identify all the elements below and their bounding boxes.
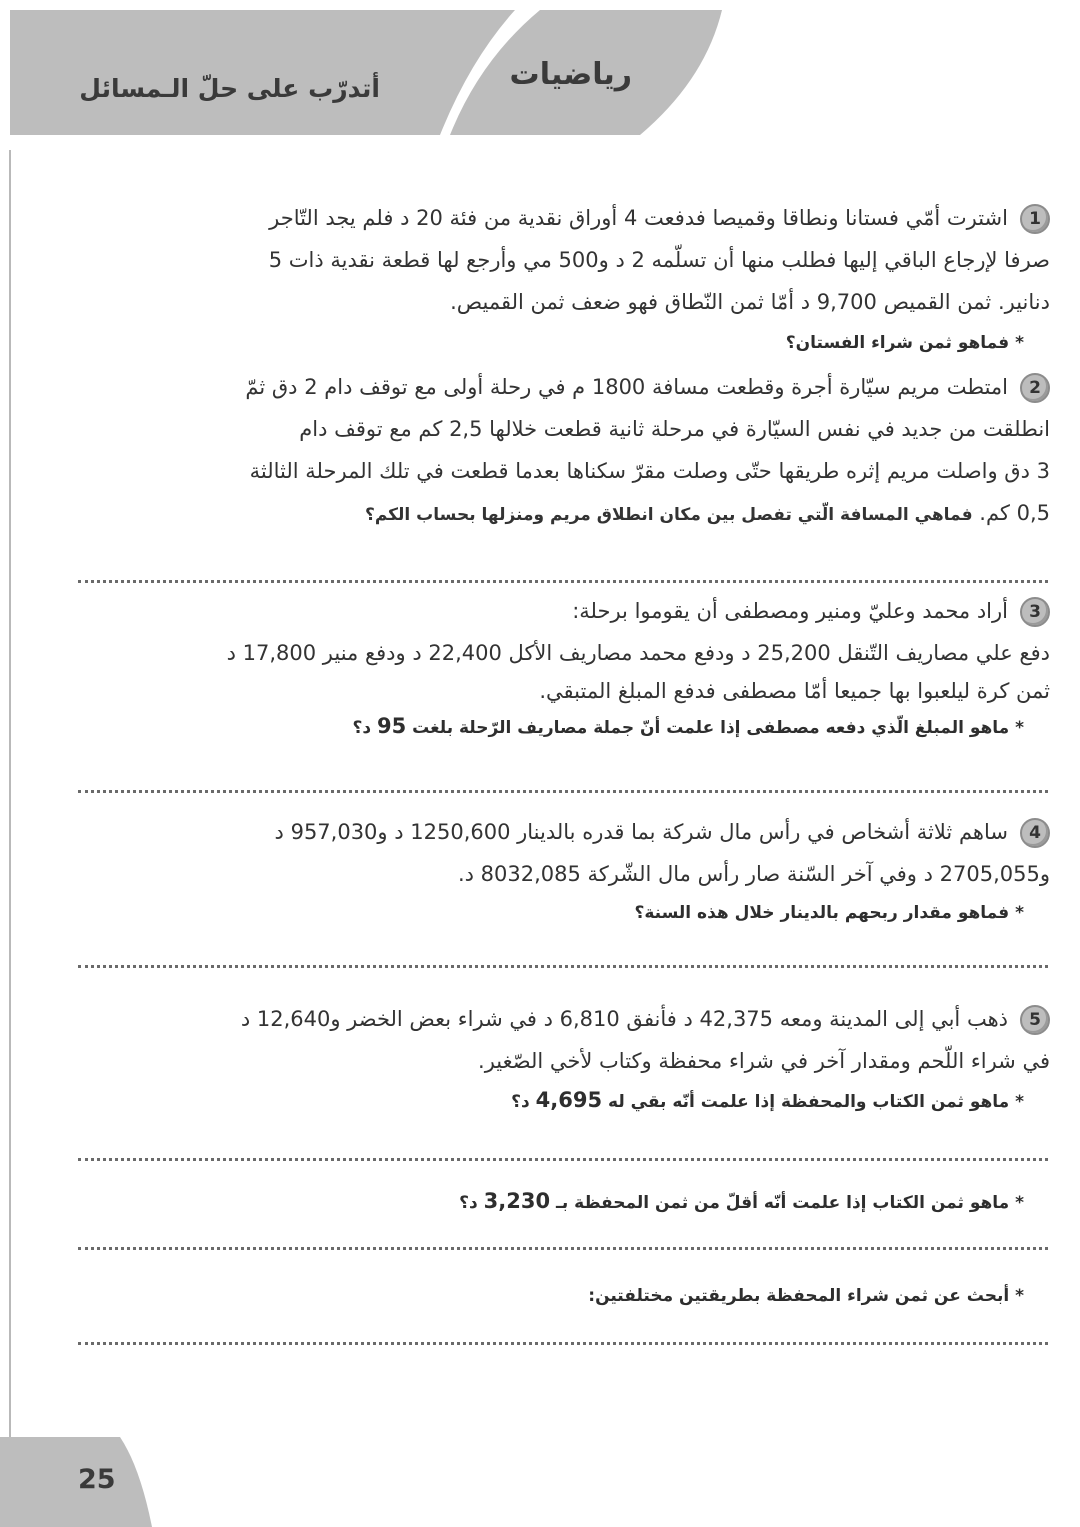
- section-title: أتدرّب على حلّ الـمسائل: [79, 74, 380, 103]
- answer-dotted-line[interactable]: [78, 778, 1048, 793]
- exercise-5: [70, 998, 1050, 1345]
- question-value: 95: [377, 714, 407, 738]
- exercise-3: [70, 590, 1050, 793]
- answer-dotted-line[interactable]: [78, 1235, 1048, 1250]
- exercise-line: 3 دق واصلت مريم إثره طريقها حتّى وصلت مقرّ سكناها بعدما قطعت في تلك المرحلة الثالثة: [249, 459, 1050, 483]
- question-text: * أبحث عن ثمن شراء المحفظة بطريقتين مختلفتين:: [588, 1286, 1024, 1306]
- answer-dotted-line[interactable]: [78, 568, 1048, 583]
- exercise-number-badge: 1: [1020, 204, 1050, 234]
- exercise-number-badge: 2: [1020, 373, 1050, 403]
- answer-dotted-line[interactable]: [78, 1146, 1048, 1161]
- exercise-line: 5ذهب أبي إلى المدينة ومعه 42,375 د فأنفق 6,810 د في شراء بعض الخضر و12,640 د: [70, 998, 1050, 1040]
- exercise-number-badge: 5: [1020, 1005, 1050, 1035]
- left-margin-rule: [9, 150, 11, 1450]
- exercise-line: ثمن كرة ليلعبوا بها جميعا أمّا مصطفى فدفع المبلغ المتبقي.: [539, 679, 1050, 703]
- question-value: 3,230: [483, 1189, 551, 1213]
- question-text: * فماهو ثمن شراء الفستان؟: [785, 333, 1024, 353]
- exercise-line: 1اشترت أمّي فستانا ونطاقا وقميصا فدفعت 4 أوراق نقدية من فئة 20 د فلم يجد التّاجر: [70, 197, 1050, 239]
- answer-dotted-line[interactable]: [78, 1330, 1048, 1345]
- exercise-2: [70, 366, 1050, 583]
- answer-dotted-line[interactable]: [78, 953, 1048, 968]
- exercise-line: دنانير. ثمن القميص 9,700 د أمّا ثمن النّطاق فهو ضعف ثمن القميص.: [450, 290, 1050, 314]
- exercise-line: 3أراد محمد وعليّ ومنير ومصطفى أن يقوموا برحلة:: [70, 590, 1050, 632]
- exercise-line: دفع علي مصاريف التّنقل 25,200 د ودفع محمد مصاريف الأكل 22,400 د ودفع منير 17,800 د: [226, 641, 1050, 665]
- question-text: * ماهو ثمن الكتاب والمحفظة إذا علمت أنّه بقي له 4,695 د؟: [511, 1088, 1024, 1112]
- exercise-1: [70, 197, 1050, 361]
- exercise-line: 4ساهم ثلاثة أشخاص في رأس مال شركة بما قدره بالدينار 1250,600 د و957,030 د: [70, 811, 1050, 853]
- exercise-line: 2امتطت مريم سيّارة أجرة وقطعت مسافة 1800 م في رحلة أولى مع توقف دام 2 دق ثمّ: [70, 366, 1050, 408]
- question-value: 4,695: [535, 1088, 603, 1112]
- exercise-number-badge: 4: [1020, 818, 1050, 848]
- exercise-line: و2705,055 د وفي آخر السّنة صار رأس مال الشّركة 8032,085 د.: [457, 862, 1050, 886]
- exercise-line: صرفا لإرجاع الباقي إليها فطلب منها أن تسلّمه 2 د و500 مي وأرجع لها قطعة نقدية ذات 5: [268, 248, 1050, 272]
- exercise-number-badge: 3: [1020, 597, 1050, 627]
- question-text: * فماهو مقدار ربحهم بالدينار خلال هذه السنة؟: [634, 903, 1024, 923]
- question-text: فماهي المسافة الّتي تفصل بين مكان انطلاق مريم ومنزلها بحساب الكم؟: [364, 505, 973, 525]
- exercise-line: في شراء اللّحم ومقدار آخر في شراء محفظة وكتاب لأخي الصّغير.: [478, 1049, 1050, 1073]
- page-number: 25: [78, 1464, 116, 1495]
- question-text: * ماهو ثمن الكتاب إذا علمت أنّه أقلّ من ثمن المحفظة بـ 3,230 د؟: [459, 1189, 1024, 1213]
- exercise-line: 0,5 كم. فماهي المسافة الّتي تفصل بين مكان انطلاق مريم ومنزلها بحساب الكم؟: [364, 501, 1050, 525]
- question-text: * ماهو المبلغ الّذي دفعه مصطفى إذا علمت أنّ جملة مصاريف الرّحلة بلغت 95 د؟: [352, 714, 1024, 738]
- exercise-line: انطلقت من جديد في نفس السيّارة في مرحلة ثانية قطعت خلالها 2,5 كم مع توقف دام: [299, 417, 1050, 441]
- exercise-4: [70, 811, 1050, 968]
- subject-title: رياضيات: [509, 57, 632, 92]
